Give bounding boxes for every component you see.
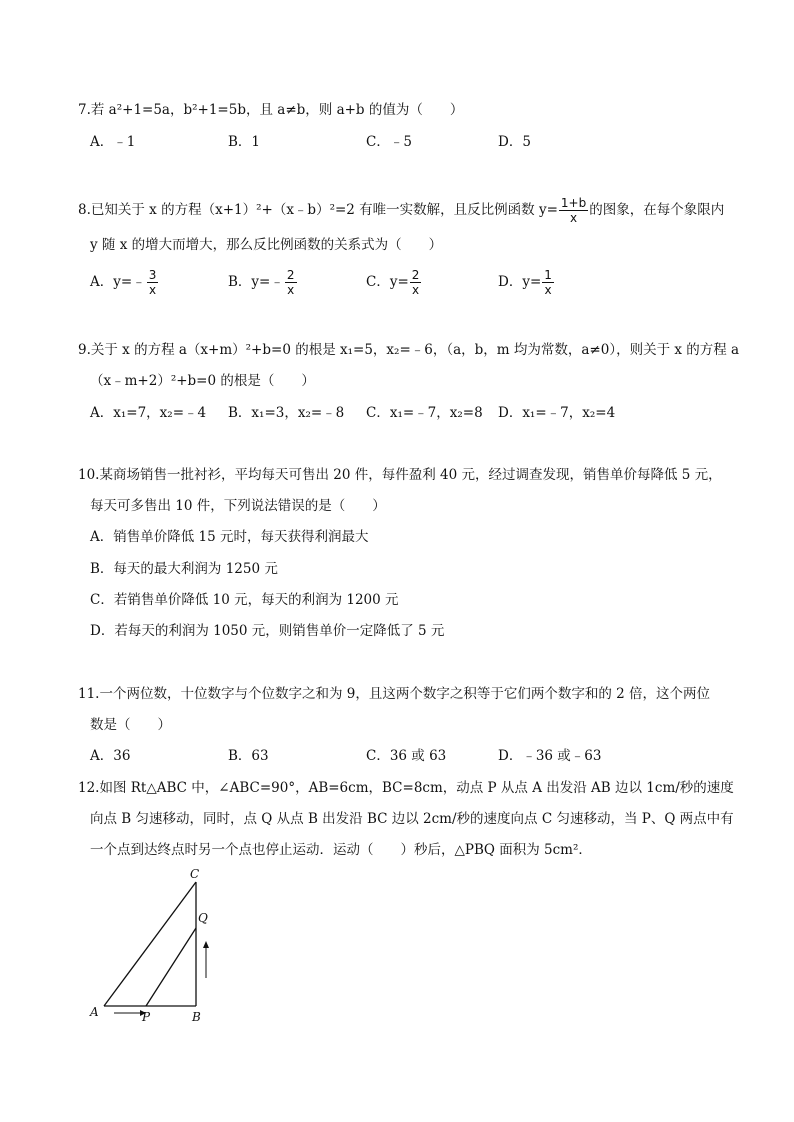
q9-option-b: B．x₁=3，x₂=﹣8 bbox=[228, 405, 345, 421]
label-b: B bbox=[192, 1010, 201, 1024]
q8-option-d bbox=[498, 268, 555, 297]
arrow-b-to-q-head bbox=[203, 941, 209, 948]
q8-d-den: x bbox=[544, 283, 552, 297]
q8-option-c-fraction bbox=[410, 268, 422, 297]
q11-option-a: A．36 bbox=[90, 748, 131, 764]
q7-option-c: C．﹣5 bbox=[366, 134, 412, 150]
q10-option-b: B．每天的最大利润为 1250 元 bbox=[90, 561, 278, 577]
label-c: C bbox=[190, 867, 200, 881]
q7-option-b: B．1 bbox=[228, 134, 261, 150]
q8-option-b bbox=[228, 268, 298, 297]
question-8-line-2: y 随 x 的增大而增大，那么反比例函数的关系式为（ ） bbox=[90, 237, 443, 253]
label-a: A bbox=[90, 1005, 99, 1019]
q8-option-d-label: D．y= bbox=[498, 274, 542, 290]
question-11-line-1: 11.一个两位数，十位数字与个位数字之和为 9，且这两个数字之积等于它们两个数字和的 2 倍，这个两位 bbox=[78, 686, 711, 702]
q7-option-a: A．﹣1 bbox=[90, 134, 136, 150]
label-p: P bbox=[142, 1010, 151, 1024]
q10-option-d: D．若每天的利润为 1050 元，则销售单价一定降低了 5 元 bbox=[90, 623, 445, 639]
q11-option-d: D．﹣36 或﹣63 bbox=[498, 748, 602, 764]
q8-option-d-fraction bbox=[542, 268, 554, 297]
question-12-line-1: 12.如图 Rt△ABC 中，∠ABC=90°，AB=6cm，BC=8cm，动点 P 从点 A 出发沿 AB 边以 1cm/秒的速度 bbox=[78, 780, 734, 796]
question-7-text: 7.若 a²+1=5a，b²+1=5b，且 a≠b，则 a+b 的值为（ ） bbox=[78, 102, 464, 118]
question-9-line-2: （x﹣m+2）²+b=0 的根是（ ） bbox=[90, 373, 315, 389]
q10-option-a: A．销售单价降低 15 元时，每天获得利润最大 bbox=[90, 529, 369, 545]
q8-fraction bbox=[559, 196, 588, 225]
q8-line1-post: 的图象，在每个象限内 bbox=[589, 202, 725, 218]
side-ac bbox=[104, 882, 196, 1006]
q11-option-b: B．63 bbox=[228, 748, 269, 764]
q8-b-num: 2 bbox=[286, 268, 295, 282]
q8-c-den: x bbox=[412, 283, 420, 297]
q9-option-a: A．x₁=7，x₂=﹣4 bbox=[90, 405, 207, 421]
q8-a-den: x bbox=[148, 283, 157, 297]
q8-option-c bbox=[366, 268, 422, 297]
label-q: Q bbox=[198, 911, 208, 925]
q8-c-num: 2 bbox=[411, 268, 420, 282]
question-10-line-1: 10.某商场销售一批衬衫，平均每天可售出 20 件，每件盈利 40 元，经过调查发现，销售单价每降低 5 元， bbox=[78, 467, 722, 483]
q8-frac-numerator: 1+b bbox=[560, 196, 587, 210]
question-12-line-3: 一个点到达终点时另一个点也停止运动．运动（ ）秒后，△PBQ 面积为 5cm²． bbox=[90, 842, 592, 858]
q8-option-b-fraction bbox=[285, 268, 297, 297]
question-8-line-1 bbox=[78, 196, 724, 225]
question-10-line-2: 每天可多售出 10 件，下列说法错误的是（ ） bbox=[90, 498, 386, 514]
q8-line1-pre: 8.已知关于 x 的方程（x+1）²+（x﹣b）²=2 有唯一实数解，且反比例函数 y= bbox=[78, 202, 558, 218]
q7-option-d: D．5 bbox=[498, 134, 531, 150]
q8-b-den: x bbox=[287, 283, 295, 297]
q9-option-d: D．x₁=﹣7，x₂=4 bbox=[498, 405, 616, 421]
q8-option-a-label: A．y=﹣ bbox=[90, 274, 146, 290]
question-9-line-1: 9.关于 x 的方程 a（x+m）²+b=0 的根是 x₁=5，x₂=﹣6，（a，b，m 均为常数，a≠0），则关于 x 的方程 a bbox=[78, 342, 740, 358]
q8-frac-denominator: x bbox=[570, 211, 578, 225]
q11-option-c: C．36 或 63 bbox=[366, 748, 447, 764]
q8-option-a-fraction bbox=[147, 268, 159, 297]
q8-d-num: 1 bbox=[544, 268, 552, 282]
q8-option-b-label: B．y=﹣ bbox=[228, 274, 284, 290]
q9-option-c: C．x₁=﹣7，x₂=8 bbox=[366, 405, 483, 421]
q10-option-c: C．若销售单价降低 10 元，每天的利润为 1200 元 bbox=[90, 592, 399, 608]
question-12-line-2: 向点 B 匀速移动，同时，点 Q 从点 B 出发沿 BC 边以 2cm/秒的速度向点 C 匀速移动，当 P、Q 两点中有 bbox=[90, 811, 734, 827]
q8-option-a bbox=[90, 268, 159, 297]
q8-a-num: 3 bbox=[148, 268, 157, 282]
question-11-line-2: 数是（ ） bbox=[90, 717, 171, 733]
q8-option-c-label: C．y= bbox=[366, 274, 409, 290]
triangle-figure bbox=[84, 866, 224, 1026]
